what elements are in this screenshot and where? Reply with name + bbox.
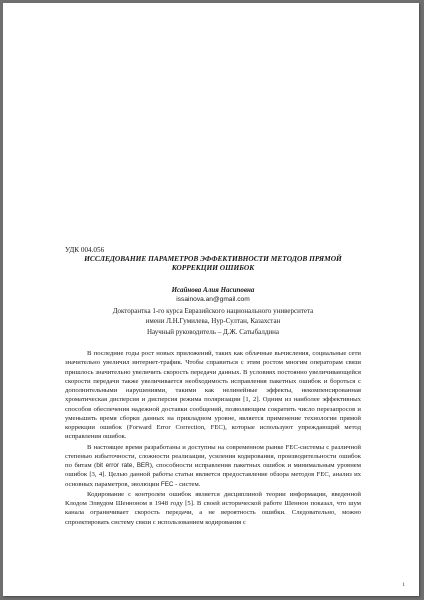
author-name: Исайнова Алия Насиповна [171, 286, 255, 294]
paper-title [65, 254, 361, 272]
paragraph-2-part-1: В настоящее время разработаны и доступны на современном рынке FEC-системы с различной степенью избыточности, сложности реализации, усиления кодирования, производительности ошибок по битам ( [65, 443, 361, 469]
affiliation-line-2: имени Л.Н.Гумилева, Нур-Султан, Казахстан [145, 317, 281, 326]
paragraph-3: Кодирование с контролем ошибок является дисциплиной теории информации, введенной Клодом Элвудом Шенноном в 1948 году [5]. В своей исторической работе Шеннон показал, что шум канала ограничивает скорость передачи, а не вероятность ошибки. Следовательно, можно спроектировать систему связи с использованием кодирования с [65, 490, 361, 526]
body-text [65, 349, 361, 527]
paragraph-2-end: - систем. [173, 480, 201, 488]
document-page [3, 3, 419, 596]
paragraph-2 [65, 443, 361, 489]
affiliation-line-1: Докторантка 1-го курса Евразийского национального университета [112, 306, 314, 315]
udk-code: УДК 004.056 [65, 246, 105, 254]
supervisor-line: Научный руководитель – Д.Ж. Сатыбалдина [147, 327, 279, 336]
fec-term: FEC [160, 480, 174, 488]
paragraph-2-part-2: ), способности исправления пакетных ошибок и минимальным уровнем ошибок [3, 4]. Целью данной работы статьи является предоставление обзора методов FEC, анализ их основных параметров, эволюции [65, 462, 361, 488]
author-block [65, 285, 361, 337]
title-line-2: КОРРЕКЦИИ ОШИБОК [171, 263, 255, 273]
paragraph-1: В последние годы рост новых приложений, таких как облачные вычисления, социальные сети значительно увеличил интернет-трафик. Чтобы справиться с этим ростом многим операторам связи пришлось значительно увеличить скорость передачи данных. В условиях постоянно увеличивающейся скорости передачи также увеличивается необходимость исправления пакетных ошибок и бороться с дополнительными нарушениями, такими как нелинейные эффекты, некомпенсированная хроматическая дисперсия и дисперсия режима поляризации [1, 2]. Одним из наиболее эффективных способов обеспечения надежной доставки сообщений, позволяющим сократить число перезапросов и уменьшить время сборки данных на прикладном уровне, является применение технологии прямой коррекции ошибок (Forward Error Correction, FEC), которые используют упреждающий метод исправления ошибок. [65, 350, 361, 441]
page-number: 1 [402, 582, 405, 588]
title-line-1: ИССЛЕДОВАНИЕ ПАРАМЕТРОВ ЭФФЕКТИВНОСТИ МЕТОДОВ ПРЯМОЙ [84, 254, 342, 263]
ber-term: bit error rate, BER [96, 462, 150, 469]
author-email: issainova.an@gmail.com [176, 296, 250, 304]
